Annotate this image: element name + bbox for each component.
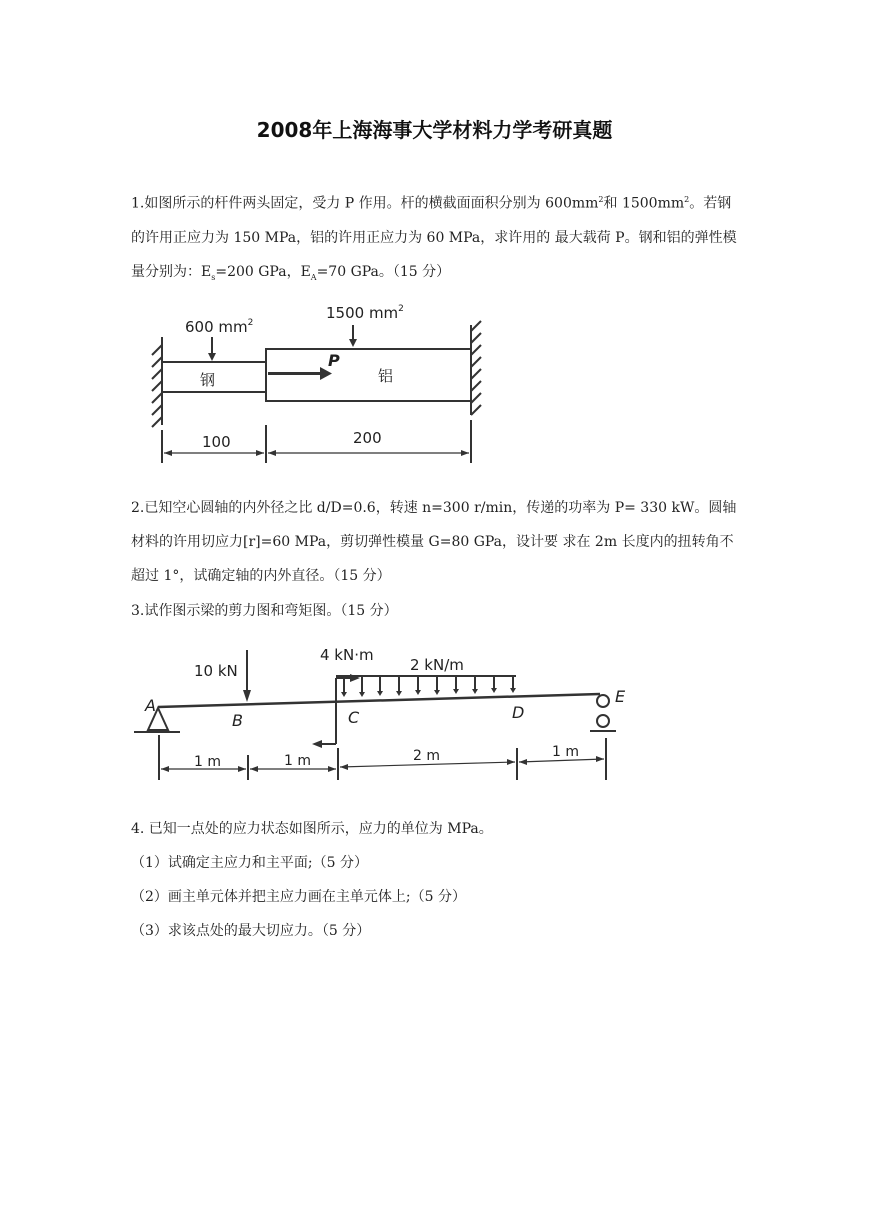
question-2-text: 2.已知空心圆轴的内外径之比 d/D=0.6，转速 n=300 r/min，传递的功率为 P= 330 kW。圆轴材料的许用切应力[r]=60 MPa，剪切弹性模量 G=80 GPa，设计要 求在 2m 长度内的扭转角不超过 1°，试确定轴的内外直径。（15 分） [131,500,737,584]
question-4-item-2: （2）画主单元体并把主应力画在主单元体上;（5 分） [131,889,466,905]
q3-point-d: D [512,703,525,722]
q3-dist-load: 2 kN/m [410,656,464,674]
q3-dim-1: 1 m [194,754,221,770]
q1-force-label: P [328,351,340,370]
q1-material-steel: 钢 [200,371,216,389]
q3-dim-4: 1 m [552,744,579,760]
q1-text-c: 。若钢的许用正应力为 150 MPa，铝的许用正应力为 60 MPa，求许用的 最大载荷 P。钢和铝的弹性模量分别为：E [131,195,737,280]
q1-dim-left: 100 [202,433,231,451]
q3-point-e: E [615,687,626,706]
q1-dim-right: 200 [353,429,382,447]
question-1-text [131,183,741,294]
q3-moment: 4 kN·m [320,646,374,664]
q1-text-a: 1.如图所示的杆件两头固定，受力 P 作用。杆的横截面面积分别为 600mm [131,195,599,212]
q1-sub-1: s [211,272,216,282]
question-4-item-1: （1）试确定主应力和主平面;（5 分） [131,855,368,871]
q1-sub-2: A [310,272,317,282]
q1-sup-2: 2 [684,195,690,204]
question-4-item-3: （3）求该点处的最大切应力。（5 分） [131,923,371,939]
page-title: 2008年上海海事大学材料力学考研真题 [256,118,613,142]
q3-point-load: 10 kN [194,662,238,680]
q1-text-e: =70 GPa。（15 分） [316,263,451,280]
question-3-text: 3.试作图示梁的剪力图和弯矩图。（15 分） [131,603,398,619]
q3-point-a: A [145,696,156,715]
q1-area-right: 1500 $mm^2$ [326,304,404,322]
q3-dim-3: 2 m [413,748,440,764]
q3-dim-2: 1 m [284,753,311,769]
q3-point-b: B [232,711,243,730]
q3-point-c: C [348,708,360,727]
figure-bar-fixed-ends [140,295,500,480]
figure-beam [128,640,628,800]
q1-text-d: =200 GPa，E [215,263,311,280]
q1-material-aluminum: 铝 [378,367,394,385]
q1-text-b: 和 1500mm [603,195,685,212]
question-4-intro: 4. 已知一点处的应力状态如图所示，应力的单位为 MPa。 [131,821,493,837]
q1-sup-1: 2 [598,195,604,204]
q1-area-left: 600 $mm^2$ [185,318,254,336]
